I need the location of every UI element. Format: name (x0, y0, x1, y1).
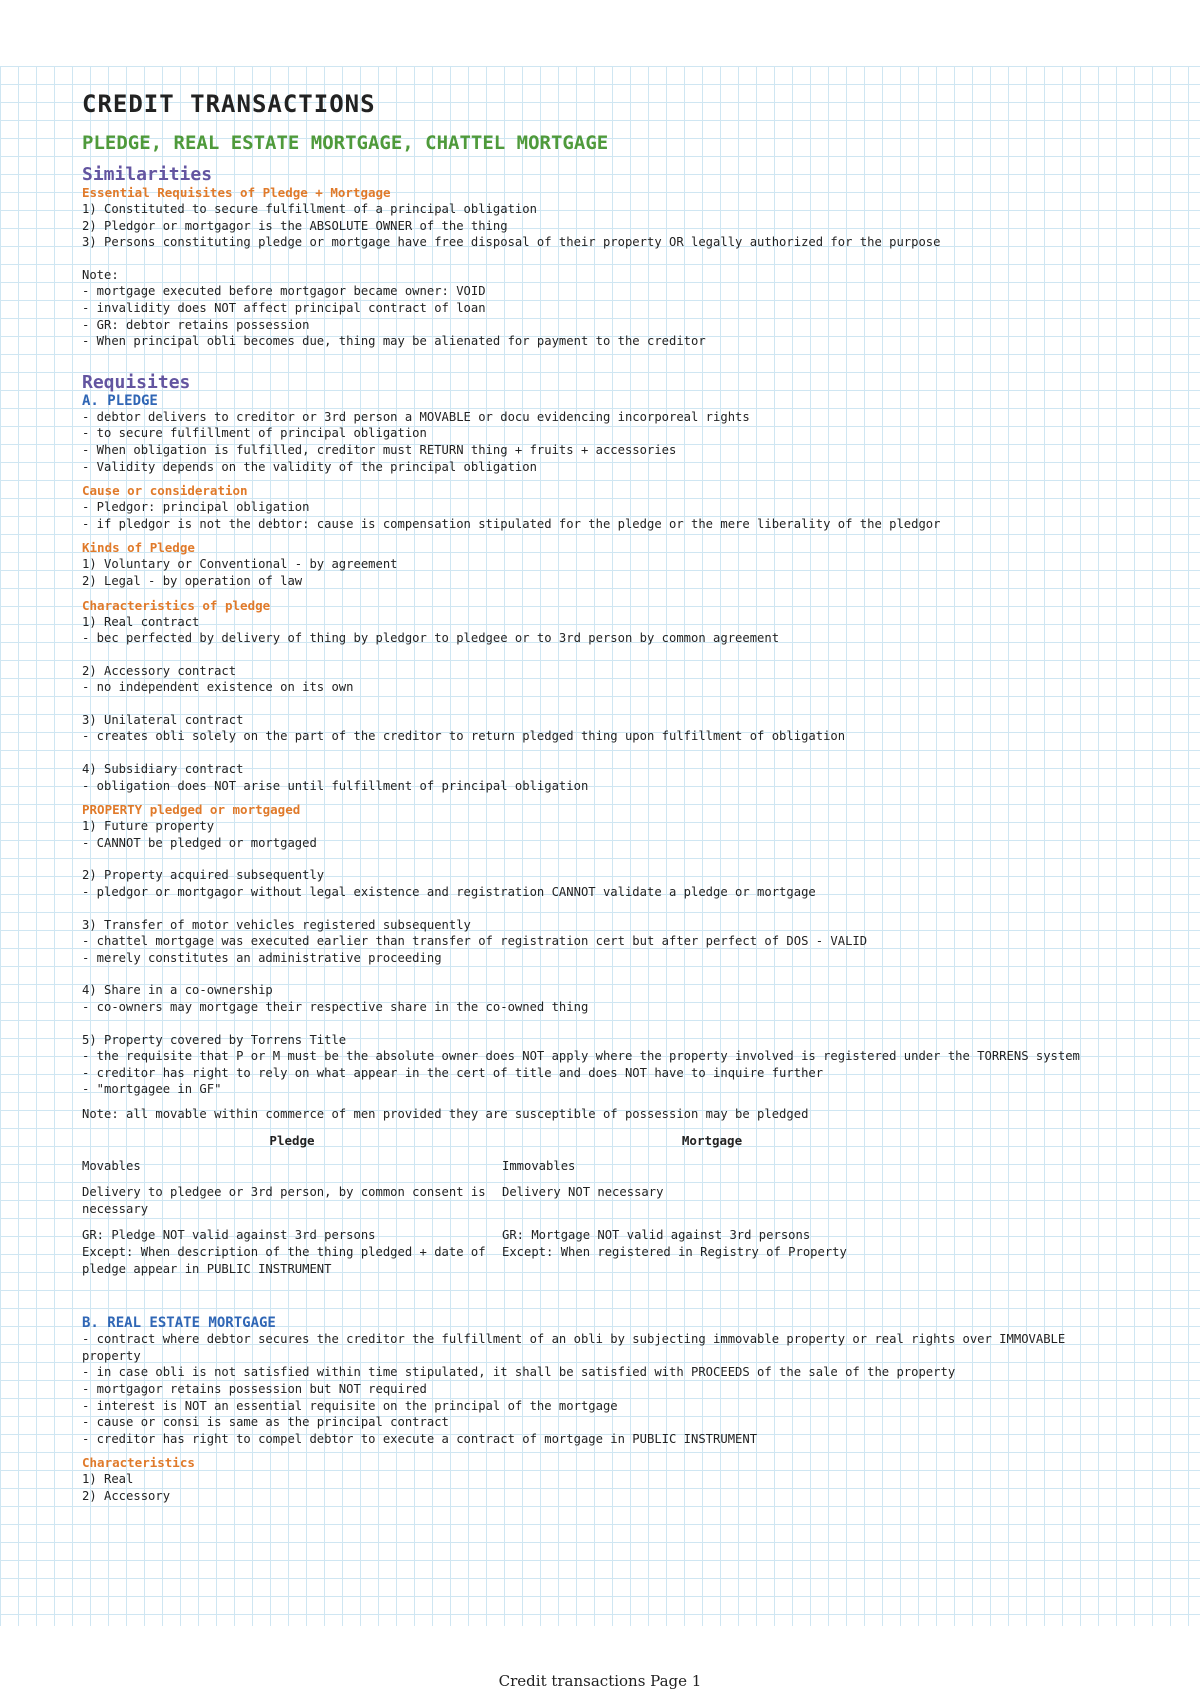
table-cell: Delivery to pledgee or 3rd person, by common consent is necessary (82, 1185, 493, 1216)
table-row (82, 1223, 922, 1283)
list-item: - merely constitutes an administrative proceeding (82, 950, 442, 965)
list-item: - obligation does NOT arise until fulfillment of principal obligation (82, 778, 589, 793)
list-item: - creates obli solely on the part of the creditor to return pledged thing upon fulfillment of obligation (82, 729, 846, 744)
cause-heading: Cause or consideration (82, 483, 248, 499)
table-row (82, 1154, 922, 1181)
list-item: - mortgagor retains possession but NOT required (82, 1381, 427, 1396)
rem-characteristics-heading: Characteristics (82, 1455, 195, 1471)
table-row (82, 1180, 922, 1223)
table-cell: Delivery NOT necessary (502, 1185, 664, 1200)
similarities-heading: Similarities (82, 164, 213, 185)
list-item: 4) Subsidiary contract (82, 762, 244, 777)
list-item: - the requisite that P or M must be the absolute owner does NOT apply where the property involved is registered under the TORRENS system (82, 1049, 1080, 1064)
list-item: 2) Accessory (82, 1488, 171, 1503)
note-label: Note: (82, 267, 119, 282)
list-item: - debtor delivers to creditor or 3rd person a MOVABLE or docu evidencing incorporeal rights (82, 409, 750, 424)
list-item: 1) Future property (82, 819, 215, 834)
characteristics-heading: Characteristics of pledge (82, 597, 271, 613)
list-item: 1) Real contract (82, 614, 200, 629)
list-item: - creditor has right to rely on what appear in the cert of title and does NOT have to inquire further (82, 1065, 824, 1080)
list-item: - When principal obli becomes due, thing may be alienated for payment to the creditor (82, 334, 706, 349)
list-item: - no independent existence on its own (82, 680, 354, 695)
notes-content (82, 90, 1122, 1504)
list-item: - to secure fulfillment of principal obligation (82, 426, 427, 441)
essential-requisites-heading: Essential Requisites of Pledge + Mortgage (82, 185, 391, 200)
list-item: - pledgor or mortgagor without legal existence and registration CANNOT validate a pledge or mortgage (82, 885, 816, 900)
table-cell: Movables (82, 1158, 141, 1173)
rem-heading: B. REAL ESTATE MORTGAGE (82, 1315, 276, 1332)
requisites-heading: Requisites (82, 371, 191, 393)
pledge-heading: A. PLEDGE (82, 392, 158, 409)
list-item: - When obligation is fulfilled, creditor must RETURN thing + fruits + accessories (82, 442, 677, 457)
property-list (82, 818, 1122, 1098)
column-header: Pledge (269, 1132, 315, 1148)
list-item: 3) Transfer of motor vehicles registered subsequently (82, 917, 471, 932)
notes-list (82, 283, 1122, 349)
list-item: 2) Pledgor or mortgagor is the ABSOLUTE OWNER of the thing (82, 218, 508, 233)
property-heading: PROPERTY pledged or mortgaged (82, 802, 301, 818)
essentials-list (82, 201, 1122, 251)
kinds-heading: Kinds of Pledge (82, 540, 195, 556)
column-header: Mortgage (681, 1132, 743, 1148)
list-item: - CANNOT be pledged or mortgaged (82, 835, 317, 850)
rem-list (82, 1331, 1122, 1447)
list-item: - "mortgagee in GF" (82, 1082, 222, 1097)
table-cell: GR: Mortgage NOT valid against 3rd persons Except: When registered in Registry of Property (502, 1228, 847, 1259)
list-item: 3) Unilateral contract (82, 712, 244, 727)
list-item: - mortgage executed before mortgagor became owner: VOID (82, 284, 486, 299)
list-item: - GR: debtor retains possession (82, 317, 310, 332)
list-item: 2) Property acquired subsequently (82, 868, 325, 883)
list-item: - contract where debtor secures the creditor the fulfillment of an obli by subjecting immovable property or real rights over IMMOVABLE property (82, 1332, 1073, 1363)
list-item: 5) Property covered by Torrens Title (82, 1032, 347, 1047)
list-item: - in case obli is not satisfied within time stipulated, it shall be satisfied with PROCEEDS of the sale of the property (82, 1365, 956, 1380)
list-item: 1) Voluntary or Conventional - by agreement (82, 557, 398, 572)
table-cell: GR: Pledge NOT valid against 3rd persons Except: When description of the thing pledged + date of pledge appear in PUBLIC INSTRUMENT (82, 1228, 486, 1276)
list-item: - chattel mortgage was executed earlier than transfer of registration cert but after perfect of DOS - VALID (82, 934, 868, 949)
list-item: 2) Legal - by operation of law (82, 573, 303, 588)
pledge-list (82, 409, 1122, 475)
list-item: - Pledgor: principal obligation (82, 500, 310, 515)
list-item: 1) Real (82, 1472, 134, 1487)
movables-note: Note: all movable within commerce of men provided they are susceptible of possession may be pledged (82, 1106, 809, 1121)
list-item: 3) Persons constituting pledge or mortgage have free disposal of their property OR legally authorized for the purpose (82, 235, 941, 250)
characteristics-list (82, 614, 1122, 795)
list-item: - co-owners may mortgage their respective share in the co-owned thing (82, 1000, 589, 1014)
list-item: 4) Share in a co-ownership (82, 983, 273, 998)
table-cell: Immovables (502, 1158, 576, 1173)
list-item: - if pledgor is not the debtor: cause is compensation stipulated for the pledge or the mere liberality of the pledgor (82, 516, 941, 531)
list-item: - bec perfected by delivery of thing by pledgor to pledgee or to 3rd person by common agreement (82, 631, 780, 646)
list-item: - interest is NOT an essential requisite on the principal of the mortgage (82, 1398, 618, 1413)
list-item: - creditor has right to compel debtor to execute a contract of mortgage in PUBLIC INSTRUMENT (82, 1431, 758, 1446)
pledge-mortgage-table (82, 1131, 922, 1284)
list-item: 2) Accessory contract (82, 663, 237, 678)
list-item: - invalidity does NOT affect principal contract of loan (82, 300, 486, 315)
page-subtitle: PLEDGE, REAL ESTATE MORTGAGE, CHATTEL MORTGAGE (82, 132, 609, 154)
page-footer: Credit transactions Page 1 (498, 1672, 702, 1690)
list-item: - cause or consi is same as the principal contract (82, 1415, 449, 1430)
page-title: CREDIT TRANSACTIONS (82, 90, 376, 118)
list-item: 1) Constituted to secure fulfillment of a principal obligation (82, 202, 537, 216)
list-item: - Validity depends on the validity of the principal obligation (82, 459, 537, 474)
